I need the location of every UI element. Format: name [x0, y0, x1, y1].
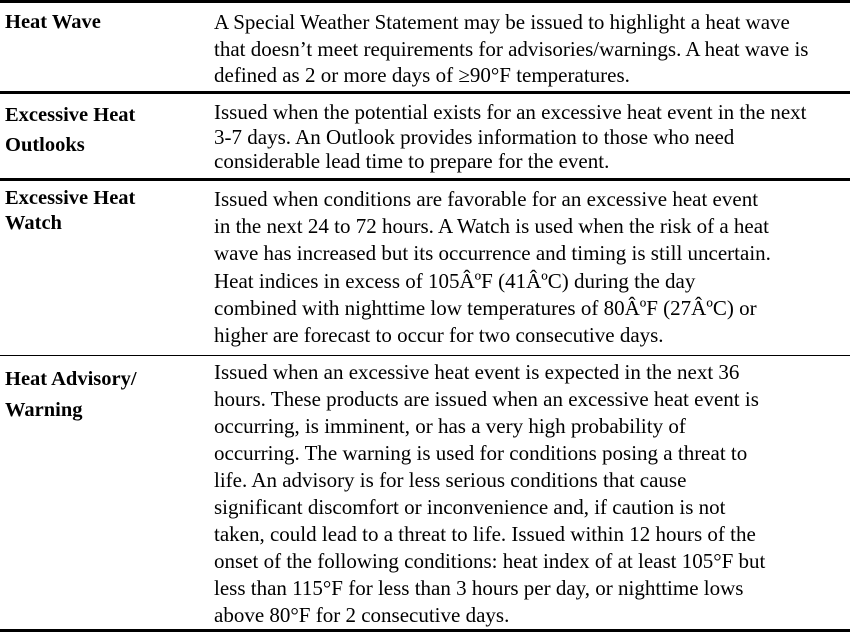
term-excessive-heat-outlooks [5, 100, 205, 160]
desc-line: A Special Weather Statement may be issued to highlight a heat wave [214, 10, 790, 34]
desc-line: that doesn’t meet requirements for advisories/warnings. A heat wave is [214, 36, 809, 61]
desc-line: higher are forecast to occur for two consecutive days. [214, 323, 664, 348]
term-excessive-heat-watch [5, 186, 205, 236]
desc-line: less than 115°F for less than 3 hours per day, or nighttime lows [214, 576, 744, 600]
desc-line: occurring. The warning is used for conditions posing a threat to [214, 441, 748, 465]
desc-excessive-heat-watch [214, 186, 850, 349]
desc-line: considerable lead time to prepare for the event. [214, 149, 610, 173]
table-top-rule [0, 0, 850, 3]
term-line: Outlooks [5, 134, 85, 156]
desc-line: taken, could lead to a threat to life. Issued within 12 hours of the [214, 522, 756, 546]
term-line: Watch [5, 212, 62, 234]
row-divider [0, 91, 850, 94]
desc-excessive-heat-outlooks [214, 100, 850, 174]
term-line: Excessive Heat [5, 104, 136, 126]
desc-line: in the next 24 to 72 hours. A Watch is used when the risk of a heat [214, 214, 769, 239]
desc-line: 3-7 days. An Outlook provides information to those who need [214, 124, 735, 149]
desc-line: hours. These products are issued when an excessive heat event is [214, 387, 759, 411]
desc-line: wave has increased but its occurrence and timing is still uncertain. [214, 241, 771, 266]
desc-line: above 80°F for 2 consecutive days. [214, 603, 510, 627]
desc-heat-advisory-warning [214, 359, 850, 629]
desc-line: Heat indices in excess of 105Âº​F (41Âº​C) during the day [214, 268, 696, 293]
term-line: Heat Advisory/ [5, 368, 137, 390]
desc-line: significant discomfort or inconvenience and, if caution is not [214, 495, 726, 519]
desc-line: Issued when the potential exists for an excessive heat event in the next [214, 100, 807, 124]
desc-line: Issued when conditions are favorable for an excessive heat event [214, 187, 759, 211]
term-line: Excessive Heat [5, 187, 136, 209]
row-divider [0, 178, 850, 181]
desc-line: life. An advisory is for less serious conditions that cause [214, 468, 687, 492]
row-divider [0, 355, 850, 356]
desc-heat-wave [214, 9, 850, 89]
desc-line: occurring, is imminent, or has a very high probability of [214, 414, 686, 438]
desc-line: Issued when an excessive heat event is expected in the next 36 [214, 360, 740, 384]
term-line: Heat Wave [5, 11, 101, 33]
term-line: Warning [5, 399, 83, 421]
desc-line: defined as 2 or more days of ≥90°F temperatures. [214, 63, 630, 87]
term-heat-advisory-warning [5, 364, 205, 426]
desc-line: combined with nighttime low temperatures of 80Âº​F (27Âº​C) or [214, 295, 757, 320]
desc-line: onset of the following conditions: heat index of at least 105°F but [214, 549, 766, 573]
term-heat-wave [5, 9, 205, 35]
